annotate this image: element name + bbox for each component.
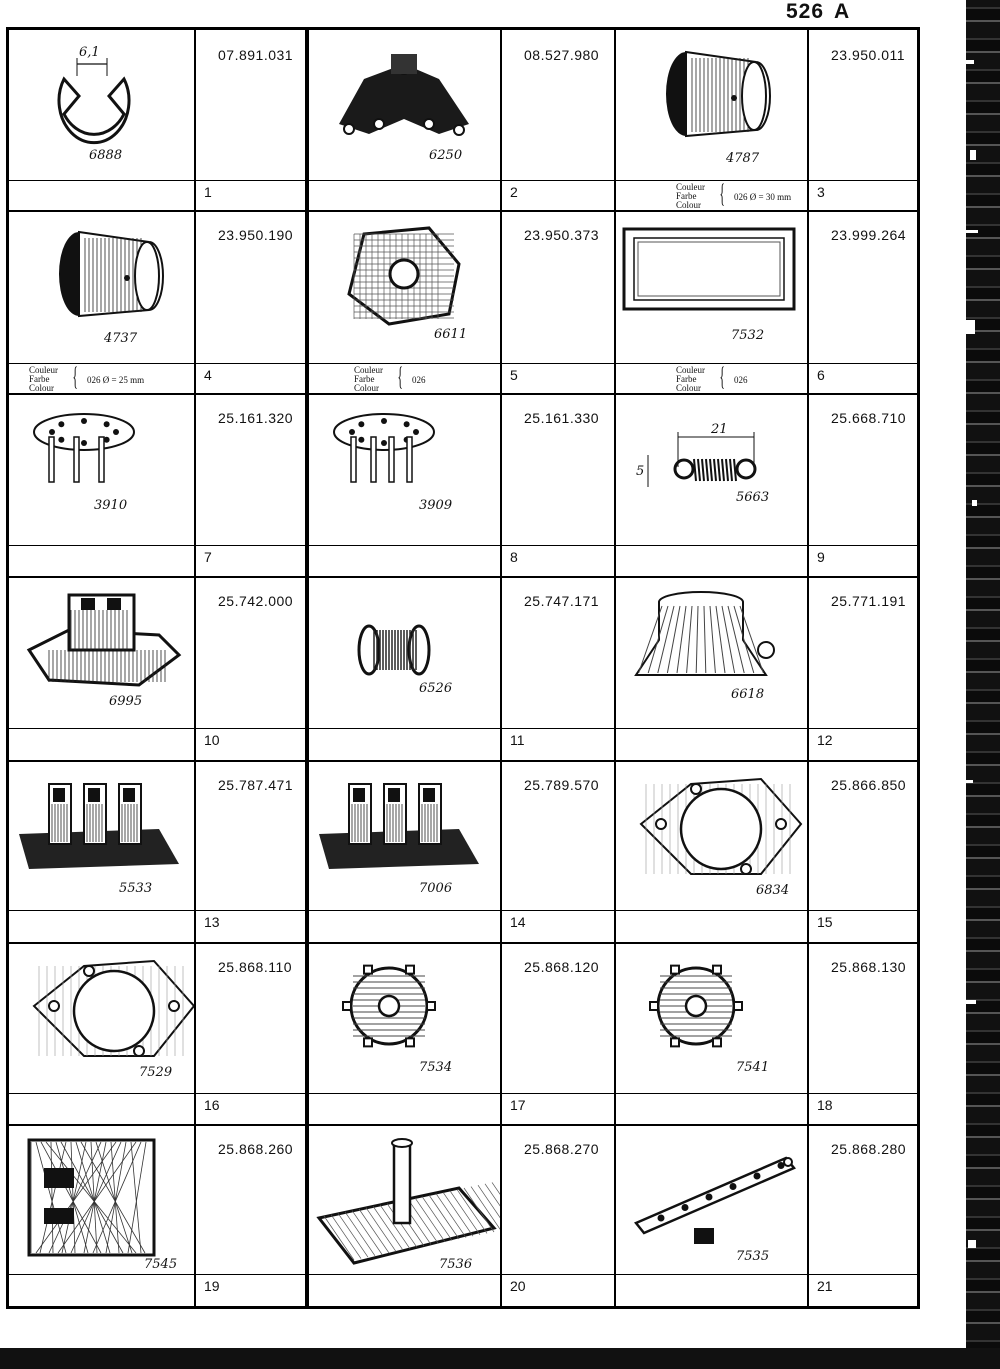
dimension-label: 5 [636, 464, 645, 479]
part-number: 25.868.120 [524, 959, 600, 975]
colour-labels: Couleur Farbe Colour [29, 365, 58, 393]
parts-catalog-table [6, 27, 920, 1309]
position-number: 1 [204, 184, 212, 200]
part-drawing [616, 946, 807, 1093]
drawing-number: 6250 [429, 148, 463, 163]
drawing-number: 7534 [419, 1060, 453, 1075]
drawing-number: 7536 [439, 1257, 473, 1272]
drawing-number: 7006 [419, 881, 453, 896]
position-number: 7 [204, 549, 212, 565]
position-number: 19 [204, 1278, 220, 1294]
position-number: 12 [817, 732, 833, 748]
part-number: 25.747.171 [524, 593, 600, 609]
scan-bottom-edge [0, 1348, 1000, 1369]
part-number: 25.868.110 [218, 959, 293, 975]
part-drawing [309, 34, 500, 180]
colour-labels: Couleur Farbe Colour [676, 365, 705, 393]
drawing-number: 6888 [89, 148, 123, 163]
position-number: 16 [204, 1097, 220, 1113]
part-number: 25.866.850 [831, 777, 907, 793]
drawing-number: 7532 [731, 328, 765, 343]
drawing-number: 3910 [94, 498, 128, 513]
part-number: 25.868.260 [218, 1141, 294, 1157]
brace-glyph: { [72, 362, 79, 391]
drawing-number: 6834 [756, 883, 790, 898]
colour-value: 026 Ø = 25 mm [87, 375, 145, 385]
part-number: 25.868.270 [524, 1141, 600, 1157]
part-number: 07.891.031 [218, 47, 294, 63]
part-drawing [309, 946, 500, 1093]
colour-labels: Couleur Farbe Colour [676, 182, 705, 210]
drawing-number: 4787 [726, 151, 760, 166]
page-number-value: 526 [786, 0, 825, 23]
part-number: 25.771.191 [831, 593, 907, 609]
position-number: 11 [510, 732, 525, 748]
part-number: 23.950.011 [831, 47, 906, 63]
dimension-label: 21 [711, 422, 728, 437]
part-drawing [616, 1128, 807, 1274]
part-number: 23.999.264 [831, 227, 907, 243]
part-number: 23.950.373 [524, 227, 600, 243]
colour-labels: Couleur Farbe Colour [354, 365, 383, 393]
part-drawing [9, 946, 194, 1093]
position-number: 9 [817, 549, 825, 565]
part-drawing [9, 764, 194, 910]
position-number: 20 [510, 1278, 526, 1294]
drawing-number: 4737 [104, 331, 138, 346]
part-number: 25.868.130 [831, 959, 907, 975]
part-number: 25.742.000 [218, 593, 294, 609]
drawing-number: 7545 [144, 1257, 178, 1272]
page-number [786, 0, 850, 24]
part-number: 25.789.570 [524, 777, 600, 793]
position-number: 2 [510, 184, 518, 200]
part-drawing [616, 34, 807, 180]
part-number: 25.787.471 [218, 777, 294, 793]
part-drawing [616, 214, 807, 363]
part-drawing [616, 580, 807, 728]
part-number: 08.527.980 [524, 47, 600, 63]
drawing-number: 7541 [736, 1060, 770, 1075]
part-drawing [9, 1128, 194, 1274]
brace-glyph: { [719, 179, 726, 208]
position-number: 6 [817, 367, 825, 383]
brace-glyph: { [397, 362, 404, 391]
position-number: 14 [510, 914, 526, 930]
part-number: 23.950.190 [218, 227, 294, 243]
part-drawing [309, 397, 500, 545]
part-drawing [616, 397, 807, 545]
colour-value: 026 [734, 375, 748, 385]
part-drawing [9, 580, 194, 728]
position-number: 5 [510, 367, 518, 383]
drawing-number: 6526 [419, 681, 453, 696]
colour-value: 026 Ø = 30 mm [734, 192, 792, 202]
part-number: 25.161.330 [524, 410, 600, 426]
drawing-number: 6611 [434, 327, 468, 342]
part-number: 25.668.710 [831, 410, 907, 426]
page-number-suffix: A [834, 0, 851, 23]
part-drawing [309, 580, 500, 728]
position-number: 4 [204, 367, 212, 383]
drawing-number: 6995 [109, 694, 143, 709]
drawing-number: 5663 [736, 490, 770, 505]
drawing-number: 3909 [419, 498, 453, 513]
part-drawing [9, 214, 194, 363]
edge-band [966, 0, 1000, 1369]
drawing-number: 7529 [139, 1065, 173, 1080]
drawing-number: 6618 [731, 687, 765, 702]
drawing-number: 5533 [119, 881, 153, 896]
position-number: 8 [510, 549, 518, 565]
part-drawing [309, 214, 500, 363]
position-number: 10 [204, 732, 220, 748]
position-number: 3 [817, 184, 825, 200]
position-number: 13 [204, 914, 220, 930]
part-number: 25.161.320 [218, 410, 294, 426]
part-drawing [9, 397, 194, 545]
part-number: 25.868.280 [831, 1141, 907, 1157]
position-number: 17 [510, 1097, 526, 1113]
position-number: 21 [817, 1278, 833, 1294]
position-number: 15 [817, 914, 833, 930]
part-drawing [616, 764, 807, 910]
part-drawing [309, 1128, 500, 1274]
part-drawing [309, 764, 500, 910]
drawing-number: 7535 [736, 1249, 770, 1264]
colour-value: 026 [412, 375, 426, 385]
scanned-page-edge [952, 0, 1000, 1369]
position-number: 18 [817, 1097, 833, 1113]
dimension-label: 6,1 [79, 45, 100, 60]
part-drawing [9, 34, 194, 180]
brace-glyph: { [719, 362, 726, 391]
